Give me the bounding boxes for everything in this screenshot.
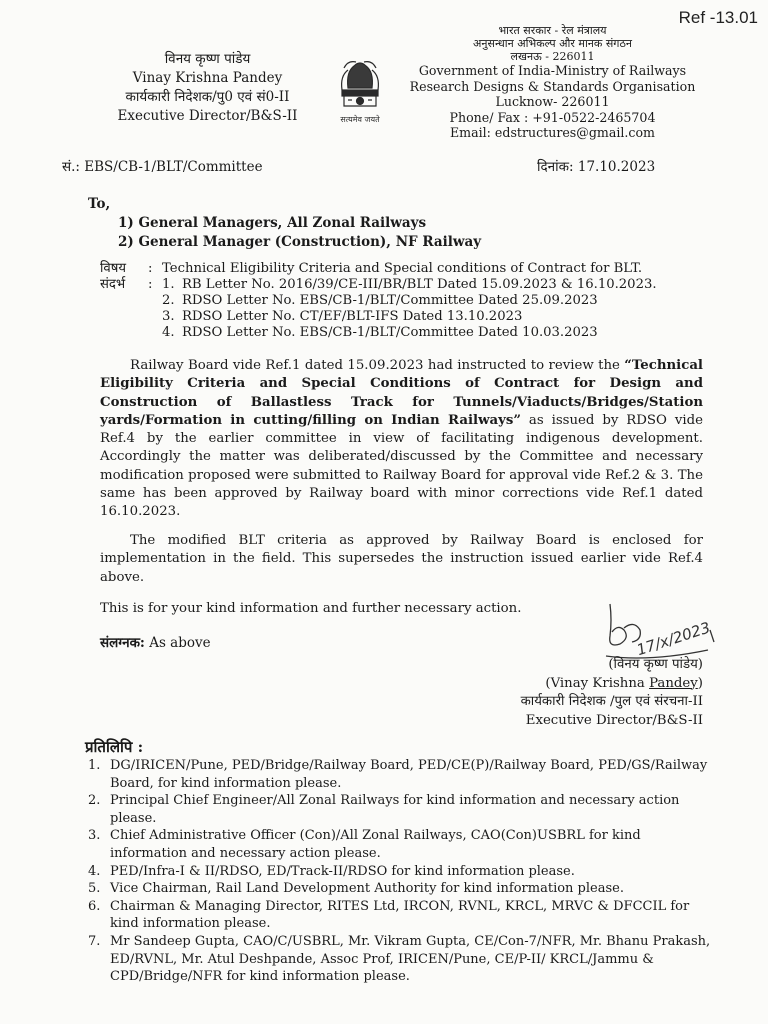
copy-num: 2. — [88, 793, 101, 809]
list-item — [88, 880, 713, 898]
signature-date: 17/x/2023 — [634, 618, 713, 660]
sender-name: Vinay Krishna Pandey — [132, 70, 283, 86]
reference-list — [100, 277, 657, 341]
subject-line — [100, 261, 642, 277]
copy-num: 7. — [88, 933, 101, 949]
reference-text: RDSO Letter No. EBS/CB-1/BLT/Committee Dated 10.03.2023 — [182, 325, 598, 340]
sender-designation: Executive Director/B&S-II — [117, 108, 298, 124]
reference-item — [100, 309, 657, 325]
list-item — [88, 827, 713, 862]
p1-start: Railway Board vide Ref.1 dated 15.09.2023 had instructed to review the — [130, 358, 625, 373]
reference-text: RDSO Letter No. EBS/CB-1/BLT/Committee Dated 25.09.2023 — [182, 293, 598, 308]
reference-num: 2. — [162, 293, 175, 308]
signatory-name-hindi: (विनय कृष्ण पांडेय) — [608, 657, 703, 672]
enclosure-text: As above — [149, 635, 211, 651]
body-paragraph-1 — [100, 357, 703, 522]
addressee-2: 2) General Manager (Construction), NF Railway — [118, 234, 482, 250]
reference-text: RDSO Letter No. CT/EF/BLT-IFS Dated 13.10.2023 — [182, 309, 523, 324]
sender-header — [100, 50, 315, 126]
org-line-govt: Government of India-Ministry of Railways — [418, 63, 687, 78]
copy-num: 5. — [88, 881, 101, 897]
national-emblem-icon — [330, 50, 390, 135]
reference-item — [100, 293, 657, 309]
copy-num: 4. — [88, 863, 101, 879]
copy-text: PED/Infra-I & II/RDSO, ED/Track-II/RDSO for kind information please. — [110, 863, 575, 879]
signatory-surname: Pandey — [649, 675, 698, 691]
sender-designation-hindi: कार्यकारी निदेशक/पु0 एवं सं0-II — [125, 89, 290, 105]
to-label: To, — [88, 196, 111, 212]
body-paragraph-2: The modified BLT criteria as approved by Railway Board is enclosed for implementation in the field. This supersedes the instruction issued earlier vide Ref.4 above. — [100, 533, 703, 585]
addressee-block — [88, 195, 481, 252]
reference-text: RB Letter No. 2016/39/CE-III/BR/BLT Dated 15.09.2023 & 16.10.2023. — [182, 277, 657, 292]
copy-num: 1. — [88, 758, 101, 773]
subject-text: Technical Eligibility Criteria and Special conditions of Contract for BLT. — [162, 261, 643, 276]
org-line-govt-hindi: भारत सरकार - रेल मंत्रालय — [498, 24, 607, 37]
list-item — [88, 933, 713, 986]
addressee-1: 1) General Managers, All Zonal Railways — [118, 215, 427, 231]
letter-date: दिनांक: 17.10.2023 — [537, 159, 656, 175]
body-paragraph-3: This is for your kind information and further necessary action. — [100, 601, 522, 616]
signatory-name-prefix: (Vinay Krishna — [545, 675, 650, 691]
list-item — [88, 863, 713, 881]
emblem-motto: सत्यमेव जयते — [340, 115, 380, 124]
copy-to-title: प्रतिलिपि : — [85, 738, 144, 756]
reference-num: 3. — [162, 309, 175, 324]
reference-colon: : — [148, 277, 153, 292]
copy-num: 6. — [88, 898, 101, 914]
signatory-designation: Executive Director/B&S-II — [525, 712, 703, 728]
subject-label: विषय — [100, 261, 127, 276]
copy-text: Chairman & Managing Director, RITES Ltd, IRCON, RVNL, KRCL, MRVC & DFCCIL for kind information please. — [110, 898, 690, 932]
org-line-city: Lucknow- 226011 — [495, 94, 610, 109]
reference-item — [100, 325, 657, 341]
enclosure-label: संलग्नक: — [100, 635, 145, 651]
letter-reference: सं.: EBS/CB-1/BLT/Committee — [62, 159, 263, 175]
signatory-block — [445, 656, 703, 730]
sender-name-hindi: विनय कृष्ण पांडेय — [164, 51, 251, 67]
copy-text: Vice Chairman, Rail Land Development Authority for kind information please. — [110, 881, 624, 897]
org-phone: Phone/ Fax : +91-0522-2465704 — [449, 109, 656, 125]
organisation-header — [405, 24, 700, 141]
reference-item — [100, 277, 657, 293]
p1-bold-title: “Technical Eligibility Criteria and Special Conditions of Contract for Design and Construction of Ballastless Track for Tunnels/Viaducts/Bridges/Station yards/Formation in cutting/filling on Indian Railways” — [100, 358, 703, 428]
list-item — [88, 898, 713, 933]
subject-colon: : — [148, 261, 153, 276]
org-line-rdso-hindi: अनुसन्धान अभिकल्प और मानक संगठन — [473, 37, 632, 50]
signatory-name — [445, 675, 703, 694]
document-ref-tag: Ref -13.01 — [678, 8, 758, 27]
org-email: Email: edstructures@gmail.com — [449, 125, 656, 140]
list-item — [88, 757, 713, 792]
copy-text: DG/IRICEN/Pune, PED/Bridge/Railway Board, PED/CE(P)/Railway Board, PED/GS/Railway Board, for kind information please. — [110, 758, 708, 791]
reference-num: 4. — [162, 325, 175, 340]
org-line-city-hindi: लखनऊ - 226011 — [510, 50, 595, 63]
reference-label: संदर्भ — [100, 277, 126, 292]
signatory-designation-hindi: कार्यकारी निदेशक /पुल एवं संरचना-II — [520, 694, 703, 709]
enclosure-line — [100, 633, 211, 651]
reference-num: 1. — [162, 277, 175, 292]
copy-text: Mr Sandeep Gupta, CAO/C/USBRL, Mr. Vikram Gupta, CE/Con-7/NFR, Mr. Bhanu Prakash, ED/RVNL, Mr. Atul Deshpande, Assoc Prof, IRICEN/Pune, CE/P-II/ KRCL/Jammu & CPD/Bridge/NFR for kind information please. — [110, 933, 711, 985]
org-line-rdso: Research Designs & Standards Organisation — [409, 78, 696, 94]
copy-to-list — [88, 757, 713, 986]
signatory-name-suffix: ) — [697, 675, 703, 691]
copy-num: 3. — [88, 828, 101, 844]
p1-end: as issued by RDSO vide Ref.4 by the earlier committee in view of facilitating indigenous development. Accordingly the matter was deliberated/discussed by the Committee and necessary modification proposed were submitted to Railway Board for approval vide Ref.2 & 3. The same has been approved by Railway board with minor corrections vide Ref.1 dated 16.10.2023. — [100, 412, 703, 520]
list-item — [88, 792, 713, 827]
copy-text: Chief Administrative Officer (Con)/All Zonal Railways, CAO(Con)USBRL for kind information and necessary action please. — [110, 828, 641, 861]
copy-text: Principal Chief Engineer/All Zonal Railways for kind information and necessary action please. — [110, 793, 680, 826]
